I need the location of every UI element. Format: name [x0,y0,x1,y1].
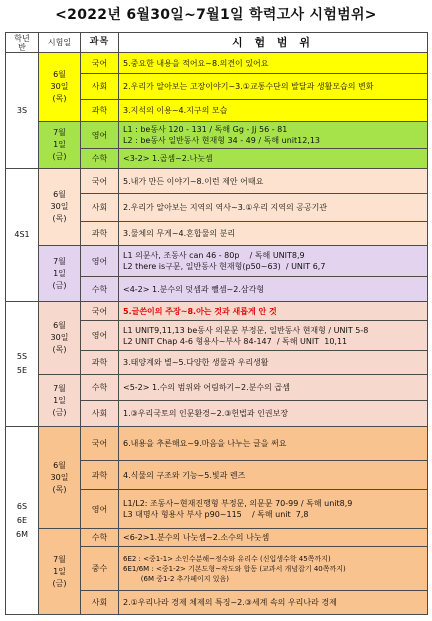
grade-cell: 3S [6,53,39,169]
subject-cell: 사회 [81,591,119,615]
subject-cell: 수학 [81,375,119,401]
range-cell: 2.우리가 알아보는 지역의 역사~3.①우리 지역의 공공기관 [119,194,428,222]
subject-cell: 과학 [81,100,119,122]
subject-cell: 수학 [81,149,119,169]
date-cell: 7월 1일 (금) [39,529,81,615]
exam-range-table [5,32,428,615]
range-cell: 6.내용을 추론해요~9.마음을 나누는 글을 써요 [119,427,428,461]
date-cell: 6월 30일 (목) [39,53,81,122]
table-row [6,529,428,547]
date-cell: 6월 30일 (목) [39,427,81,529]
range-cell: 2.우리가 알아보는 고장이야기~3.①교통수단의 발달과 생활모습의 변화 [119,74,428,100]
subject-cell: 과학 [81,222,119,246]
table-row [6,246,428,277]
grade-cell: 4S1 [6,169,39,302]
page-title: <2022년 6월30일~7월1일 학력고사 시험범위> [55,7,377,23]
range-cell: 3.지석의 이용~4.지구의 모습 [119,100,428,122]
table-row [6,302,428,321]
subject-cell: 사회 [81,401,119,427]
subject-cell: 국어 [81,169,119,194]
subject-cell: 과학 [81,461,119,490]
range-cell: <4-2> 1.분수의 덧셈과 뺄셈~2.삼각형 [119,277,428,302]
table-row [6,375,428,401]
range-cell: <5-2> 1.수의 범위와 어림하기~2.분수의 곱셈 [119,375,428,401]
range-cell: <6-2>1.분수의 나눗셈~2.소수의 나눗셈 [119,529,428,547]
table-body [6,53,428,615]
subject-cell: 사회 [81,74,119,100]
subject-cell: 중수 [81,547,119,591]
range-cell: <3-2> 1.곱셈~2.나눗셈 [119,149,428,169]
range-cell: 5.내가 만든 이야기~8.이런 제안 어때요 [119,169,428,194]
range-cell: 6E2 : <중1-1> 소인수분해~정수와 유리수 (신입생수학 45쪽까지) 6E1/6M : <중1-2> 기본도형~작도와 합동 (교과서 개념잡기 40쪽까지) (6M 중1-2 추가페이지 있음) [119,547,428,591]
subject-cell: 국어 [81,53,119,74]
subject-cell: 국어 [81,427,119,461]
date-cell: 7월 1일 (금) [39,246,81,302]
subject-cell: 과학 [81,351,119,375]
range-cell: L1/L2: 조동사~현재진행형 부정문, 의문문 70-99 / 독해 unit8,9 L3 대명사 형용사 부사 p90~115 / 독해 unit 7,8 [119,490,428,529]
range-cell: L1 : be동사 120 - 131 / 독해 Gg - Jj 56 - 81 L2 : be동사 일반동사 현재형 34 - 49 / 독해 unit12,13 [119,122,428,149]
table-row [6,53,428,74]
range-cell: 5.글쓴이의 주장~8.아는 것과 새롭게 안 것 [119,302,428,321]
range-header: 시 험 범 위 [119,33,428,53]
subject-header: 과목 [81,33,119,53]
date-cell: 7월 1일 (금) [39,122,81,169]
grade-header: 학년 반 [6,33,39,53]
subject-cell: 국어 [81,302,119,321]
subject-cell: 영어 [81,246,119,277]
subject-cell: 영어 [81,490,119,529]
subject-cell: 수학 [81,277,119,302]
grade-cell: 6S 6E 6M [6,427,39,615]
range-cell: 4.식물의 구조와 기능~5.빛과 렌즈 [119,461,428,490]
range-cell: 2.①우리나라 경제 체제의 특징~2.③세계 속의 우리나라 경제 [119,591,428,615]
range-cell: L1 UNIT9,11,13 be동사 의문문 부정문, 일반동사 현재형 / UNIT 5-8 L2 UNIT Chap 4-6 형용사~부사 84-147 / 독해 UNIT 10,11 [119,321,428,351]
grade-cell: 5S 5E [6,302,39,427]
range-cell: 3.태양계와 별~5.다양한 생물과 우리생활 [119,351,428,375]
subject-cell: 수학 [81,529,119,547]
date-header: 시험일 [39,33,81,53]
table-row [6,427,428,461]
range-cell: 1.③우리국토의 인문환경~2.③헌법과 인권보장 [119,401,428,427]
date-cell: 6월 30일 (목) [39,169,81,246]
range-cell: L1 의문사, 조동사 can 46 - 80p / 독해 UNIT8,9 L2 there is구문, 일반동사 현재형(p50~63) / UNIT 6,7 [119,246,428,277]
range-cell: 5.중요한 내용을 적어요~8.의견이 있어요 [119,53,428,74]
table-row [6,169,428,194]
subject-cell: 사회 [81,194,119,222]
range-cell: 3.물체의 무게~4.혼합물의 분리 [119,222,428,246]
subject-cell: 영어 [81,321,119,351]
date-cell: 6월 30일 (목) [39,302,81,375]
subject-cell: 영어 [81,122,119,149]
table-row [6,122,428,149]
date-cell: 7월 1일 (금) [39,375,81,427]
